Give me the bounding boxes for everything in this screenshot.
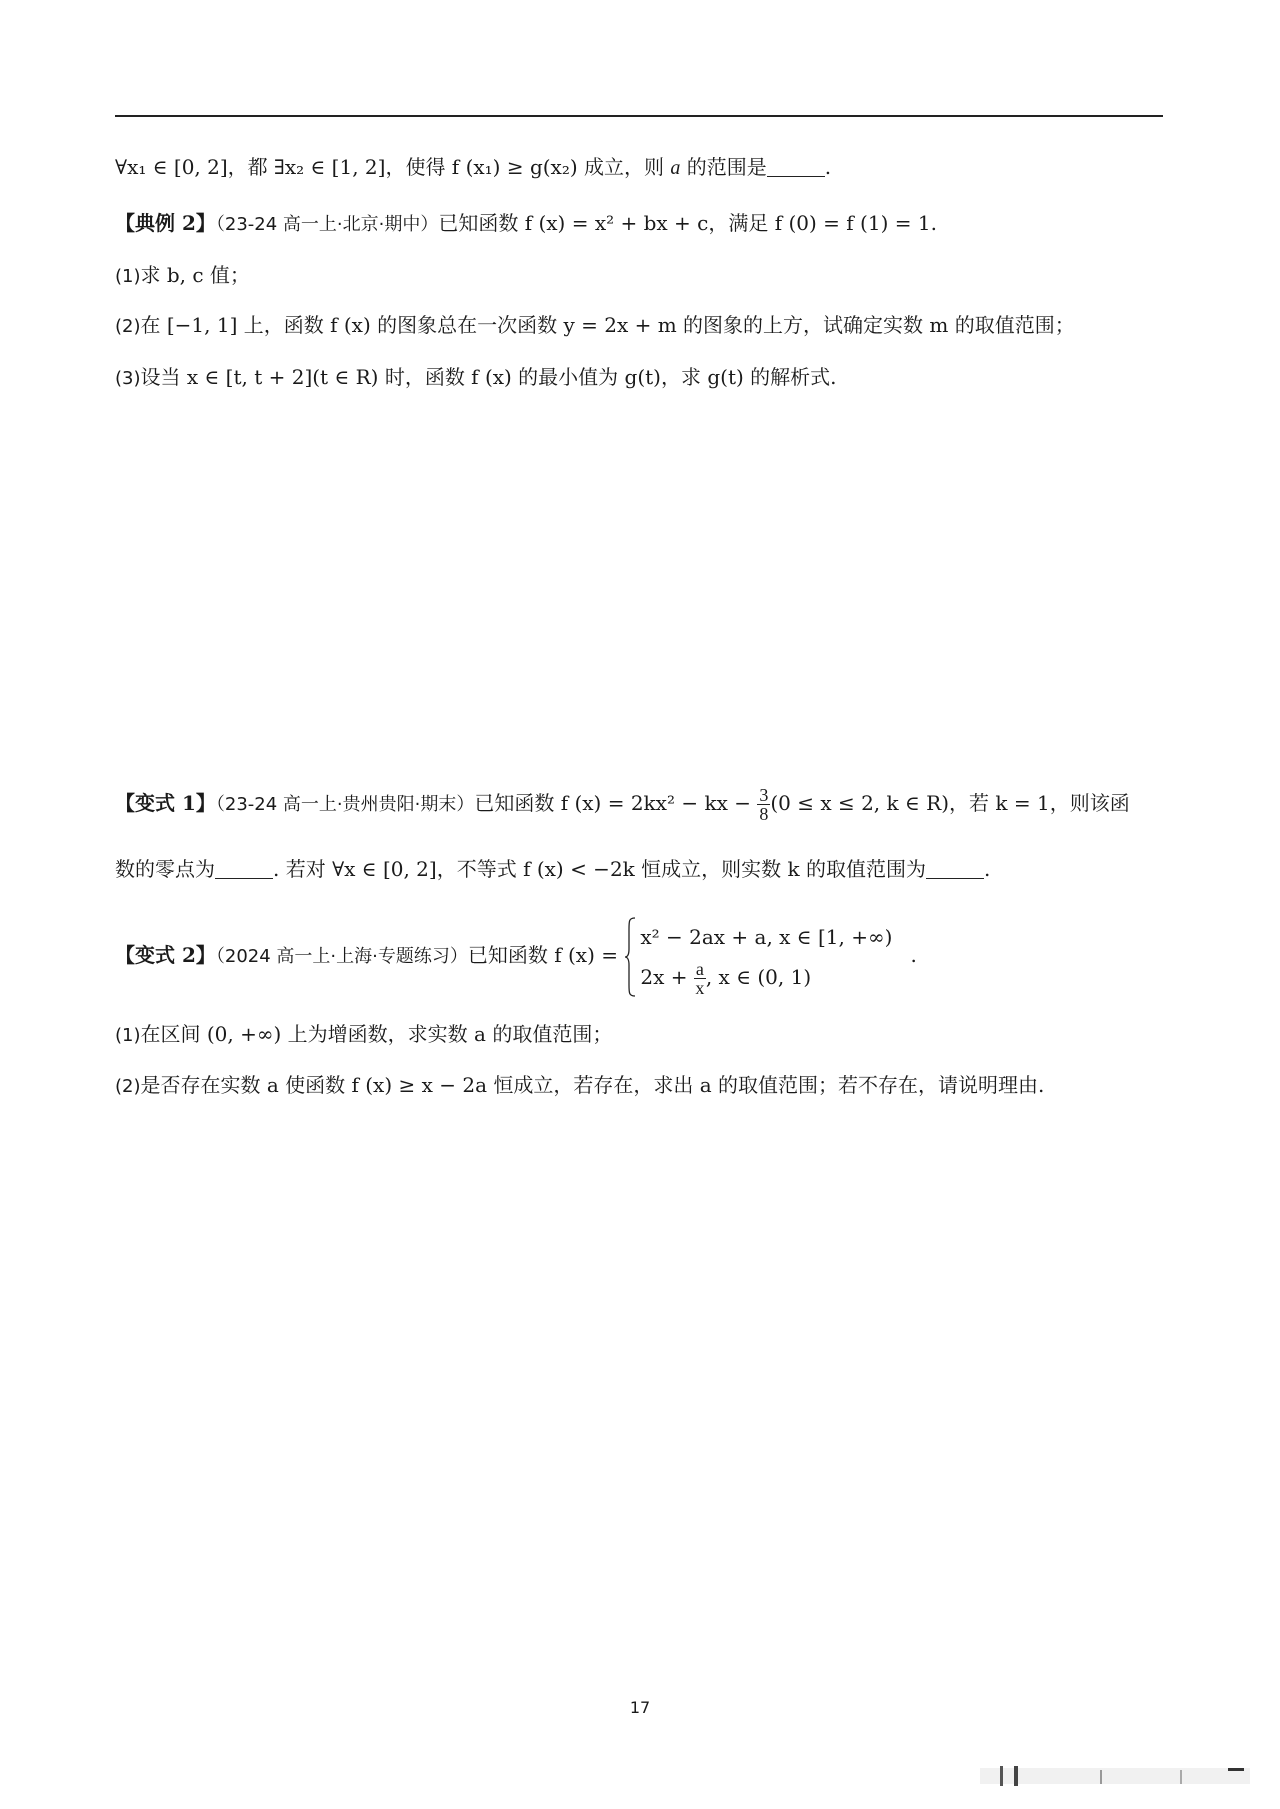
answer-blank-zero (215, 858, 273, 879)
intro-text-2: 的范围是 (680, 155, 767, 179)
piecewise-case-1: x² − 2ax + a, x ∈ [1, +∞) (640, 924, 893, 949)
fraction-3-8: $\frac{3}{8}$ (759, 785, 769, 824)
piecewise-function (624, 917, 892, 997)
variant1-stem-line: 【变式 1】（23-24 高一上·贵州贵阳·期末）已知函数 f (x) = 2kx² − kx − $\frac{3}{8}$ (0 ≤ x ≤ 2, k ∈ R)，若 k = 1，则该函 (115, 785, 1130, 824)
variant2-q2: (2)是否存在实数 a 使函数 f (x) ≥ x − 2a 恒成立，若存在，求出 a 的取值范围；若不存在，请说明理由. (115, 1073, 1045, 1097)
example2-source: （23-24 高一上·北京·期中） (215, 214, 439, 235)
variant2-source: （2024 高一上·上海·专题练习） (215, 946, 468, 967)
variant1-line2: 数的零点为 . 若对 ∀x ∈ [0, 2]，不等式 f (x) < −2k 恒成立，则实数 k 的取值范围为 . (115, 857, 991, 881)
variant2-q1: (1)在区间 (0, +∞) 上为增函数，求实数 a 的取值范围； (115, 1022, 613, 1046)
answer-blank-k-range (926, 858, 984, 879)
example2-stem: 已知函数 f (x) = x² + bx + c，满足 f (0) = f (1) = 1. (438, 211, 937, 235)
intro-var: a (670, 157, 681, 179)
variant2-tag: 【变式 2】 (115, 943, 216, 967)
example2-stem-line (115, 208, 1163, 240)
example2-q1: (1)求 b, c 值； (115, 263, 250, 287)
answer-blank (767, 156, 825, 177)
variant1-tag: 【变式 1】 (115, 791, 216, 815)
intro-line: ∀x₁ ∈ [0, 2]，都 ∃x₂ ∈ [1, 2]，使得 f (x₁) ≥ g(x₂) 成立，则 a 的范围是 . (115, 155, 832, 179)
variant1-source: （23-24 高一上·贵州贵阳·期末） (215, 794, 475, 815)
example2-q3: (3)设当 x ∈ [t, t + 2](t ∈ R) 时，函数 f (x) 的最小值为 g(t)，求 g(t) 的解析式. (115, 365, 837, 389)
scan-edge-artifact (980, 1766, 1250, 1788)
intro-text: ∀x₁ ∈ [0, 2]，都 ∃x₂ ∈ [1, 2]，使得 f (x₁) ≥ g(x₂) 成立，则 (115, 155, 671, 179)
page-number: 17 (629, 1698, 651, 1717)
example2-tag: 【典例 2】 (115, 211, 216, 235)
variant2-stem-line: 【变式 2】（2024 高一上·上海·专题练习）已知函数 f (x) = x² − 2ax + a, x ∈ [1, +∞) 2x + $\frac{a}{x}$ , x ∈ (0, 1) . (115, 910, 1163, 1002)
header-rule (115, 115, 1163, 117)
left-brace-icon (624, 917, 636, 997)
piecewise-case-2: 2x + $\frac{a}{x}$ , x ∈ (0, 1) (640, 958, 812, 998)
example2-q2: (2)在 [−1, 1] 上，函数 f (x) 的图象总在一次函数 y = 2x + m 的图象的上方，试确定实数 m 的取值范围； (115, 313, 1075, 337)
